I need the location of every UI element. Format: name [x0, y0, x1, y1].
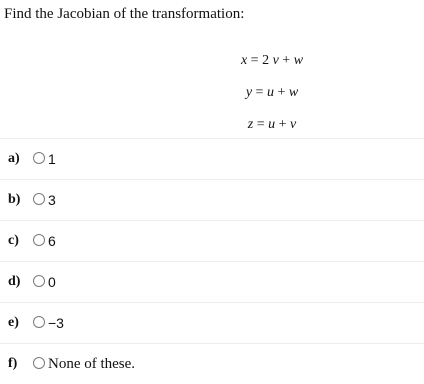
choice-a[interactable] [0, 138, 424, 179]
choice-e[interactable] [0, 302, 424, 343]
choice-value: 3 [48, 192, 56, 208]
question-text: Find the Jacobian of the transformation: [4, 6, 245, 22]
choice-value: −3 [48, 315, 64, 331]
radio-button[interactable] [33, 193, 45, 205]
choice-value: 6 [48, 233, 56, 249]
choice-d[interactable] [0, 261, 424, 302]
equation-x-term2: w [293, 53, 304, 68]
equation-y-term1: u [266, 85, 274, 100]
choice-letter: d) [8, 274, 21, 289]
equation-z-term2: v [290, 117, 297, 132]
equation-y-lhs: y [245, 85, 253, 100]
equation-z-term1: u [268, 117, 276, 132]
radio-button[interactable] [33, 234, 45, 246]
choice-letter: f) [8, 356, 18, 371]
choice-b[interactable] [0, 179, 424, 220]
choice-letter: a) [8, 151, 20, 166]
equation-x-lhs: x [240, 53, 248, 68]
choice-value: None of these. [48, 356, 136, 372]
radio-button[interactable] [33, 316, 45, 328]
choice-letter: c) [8, 233, 19, 248]
choice-value: 1 [48, 151, 56, 167]
choice-letter: e) [8, 315, 19, 330]
choice-c[interactable] [0, 220, 424, 261]
equation-x-term1: v [272, 53, 279, 68]
equation-y-op: = [252, 85, 267, 100]
radio-button[interactable] [33, 357, 45, 369]
choice-f[interactable] [0, 343, 424, 384]
equation-z-lhs: z [247, 117, 254, 132]
choice-letter: b) [8, 192, 21, 207]
equation-x-op: = 2 [247, 53, 273, 68]
equation-z-op: = [253, 117, 269, 132]
equation-y-term2: w [288, 85, 299, 100]
equation-y-plus: + [273, 85, 289, 100]
radio-button[interactable] [33, 275, 45, 287]
choice-value: 0 [48, 274, 56, 290]
equation-x-plus: + [278, 53, 294, 68]
radio-button[interactable] [33, 152, 45, 164]
equation-z-plus: + [275, 117, 291, 132]
